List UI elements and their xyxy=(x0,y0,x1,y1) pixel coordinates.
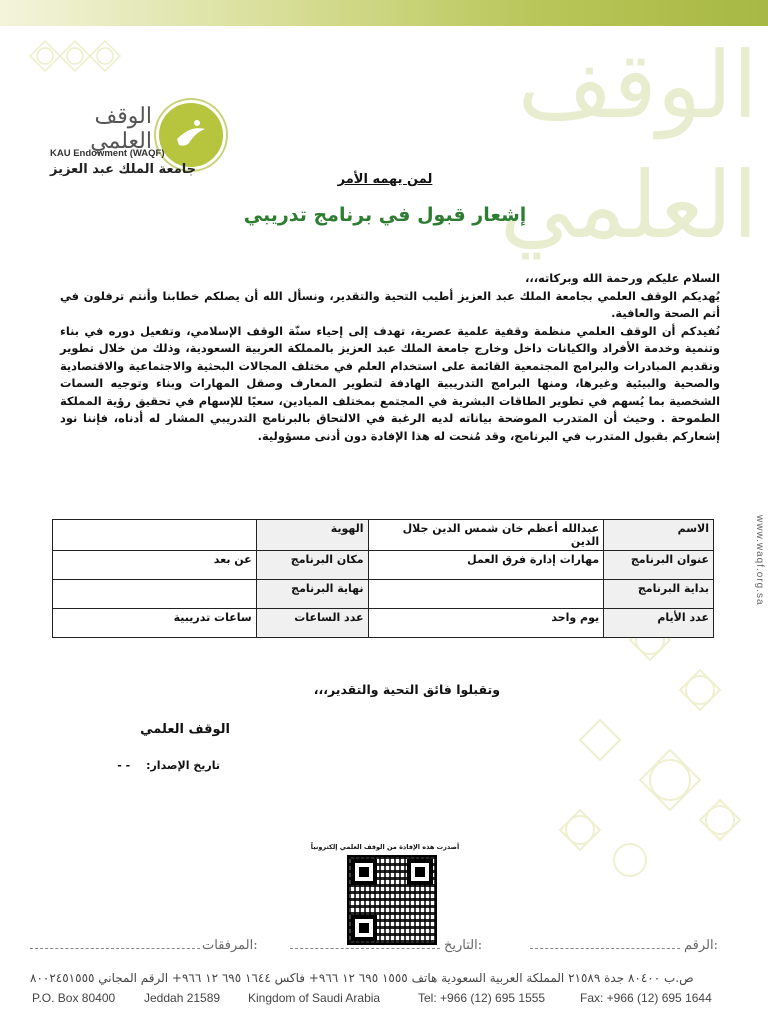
top-gradient-bar xyxy=(0,0,768,26)
issue-date-value: - - xyxy=(117,759,131,772)
footer-reference-fields xyxy=(30,938,730,958)
table-cell-value xyxy=(53,520,257,551)
logo-arabic-name: الوقف العلمي xyxy=(90,104,152,154)
table-cell-value: عن بعد xyxy=(53,551,257,580)
table-cell-label: الهوية xyxy=(256,520,368,551)
watermark-logo-text: الوقف العلمي xyxy=(499,32,758,259)
table-cell-label: عدد الأيام xyxy=(604,609,714,638)
issue-date-label: تاريخ الإصدار: xyxy=(146,759,220,772)
footer-tel: Tel: +966 (12) 695 1555 xyxy=(418,991,546,1005)
signer-name: الوقف العلمي xyxy=(140,722,230,737)
table-cell-value: عبدالله أعظم خان شمس الدين جلال الدين xyxy=(368,520,604,551)
decorative-pattern-bottom-right xyxy=(540,600,760,890)
footer-country: Kingdom of Saudi Arabia xyxy=(248,991,381,1005)
table-cell-value xyxy=(53,580,257,609)
document-title: إشعار قبول في برنامج تدريبي xyxy=(243,204,527,226)
intro-paragraph: يُهديكم الوقف العلمي بجامعة الملك عبد العزيز أطيب التحية والتقدير، ونسأل الله أن يصلكم خطابنا وأنتم ترفلون في أتم الصحة والعافية. xyxy=(60,288,720,320)
attachments-label: المرفقات: xyxy=(202,938,258,953)
table-cell-label: مكان البرنامج xyxy=(256,551,368,580)
logo-english-name: KAU Endowment (WAQF) xyxy=(50,148,165,159)
footer-city: Jeddah 21589 xyxy=(144,991,221,1005)
table-cell-label: عنوان البرنامج xyxy=(604,551,714,580)
waqf-emblem-icon xyxy=(156,100,226,170)
table-cell-value: يوم واحد xyxy=(368,609,604,638)
attachments-line xyxy=(30,938,200,949)
table-cell-value: ساعات تدريبية xyxy=(53,609,257,638)
table-row xyxy=(53,551,714,580)
logo-university-name: جامعة الملك عبد العزيز xyxy=(50,162,196,177)
to-whom-heading: لمن يهمه الأمر xyxy=(337,172,433,187)
table-row xyxy=(53,580,714,609)
ref-label: الرقم: xyxy=(684,938,719,953)
decorative-pattern-top-left xyxy=(20,26,140,86)
table-cell-label: نهاية البرنامج xyxy=(256,580,368,609)
table-row xyxy=(53,609,714,638)
ref-line xyxy=(530,938,680,949)
table-cell-label: بداية البرنامج xyxy=(604,580,714,609)
letter-body xyxy=(60,270,720,445)
footer-fax: Fax: +966 (12) 695 1644 xyxy=(580,991,712,1005)
footer-arabic-address: ص.ب ٨٠٤٠٠ جدة ٢١٥٨٩ المملكة العربية السعودية هاتف ١٥٥٥ ٦٩٥ ١٢ ٩٦٦+ فاكس ١٦٤٤ ٦٩٥ ١٢ ٩٦٦+ الرقم المجاني ٨٠٠٢٤٥١٥٥٥ xyxy=(30,971,694,985)
main-paragraph: نُفيدكم أن الوقف العلمي منظمة وقفية علمية عصرية، تهدف إلى إحياء سنّة الوقف الإسلامي، وتفعيل دوره في بناء وتنمية وخدمة الأفراد والكيانات داخل وخارج جامعة الملك عبد العزيز بالمملكة العربية السعودية، وذلك من خلال تطوير وتقديم المبادرات والبرامج المجتمعية القائمة على استخدام العلم في مختلف المجالات البحثية والاجتماعية والاقتصادية والصحية والبيئية وغيرها، ومنها البرامج التدريبية الهادفة لتطوير المعارف وصقل المهارات وبناء وتوجيه السمات الشخصية بما يُسهم في تطوير الطاقات البشرية في المجتمع بمختلف الميادين، سعيًا للإسهام في تحقيق رؤية المملكة الطموحة . وحيث أن المتدرب الموضحة بياناته لديه الرغبة في الالتحاق بالبرنامج التدريبي المشار له أدناه، فإننا نود إشعاركم بقبول المتدرب في البرنامج، وقد مُنحت له هذا الإفادة دون أدنى مسؤولية. xyxy=(60,323,720,443)
table-cell-label: الاسم xyxy=(604,520,714,551)
qr-caption: أصدرت هذه الإفادة من الوقف العلمي إلكترونياً xyxy=(310,843,460,851)
issue-date xyxy=(70,759,220,772)
table-row xyxy=(53,520,714,551)
table-cell-label: عدد الساعات xyxy=(256,609,368,638)
date-line xyxy=(290,938,440,949)
table-cell-value xyxy=(368,580,604,609)
qr-code-icon[interactable] xyxy=(347,855,437,945)
greeting-paragraph: السلام عليكم ورحمة الله وبركاته،،، xyxy=(525,271,720,285)
date-label: التاريخ: xyxy=(444,938,483,953)
footer-po-box: P.O. Box 80400 xyxy=(32,991,116,1005)
kau-endowment-logo xyxy=(48,92,238,192)
closing-line: وتقبلوا فائق التحية والتقدير،،، xyxy=(313,682,500,697)
trainee-info-table xyxy=(52,519,714,638)
table-cell-value: مهارات إدارة فرق العمل xyxy=(368,551,604,580)
side-website-url: www.waqf.org.sa xyxy=(754,515,765,606)
